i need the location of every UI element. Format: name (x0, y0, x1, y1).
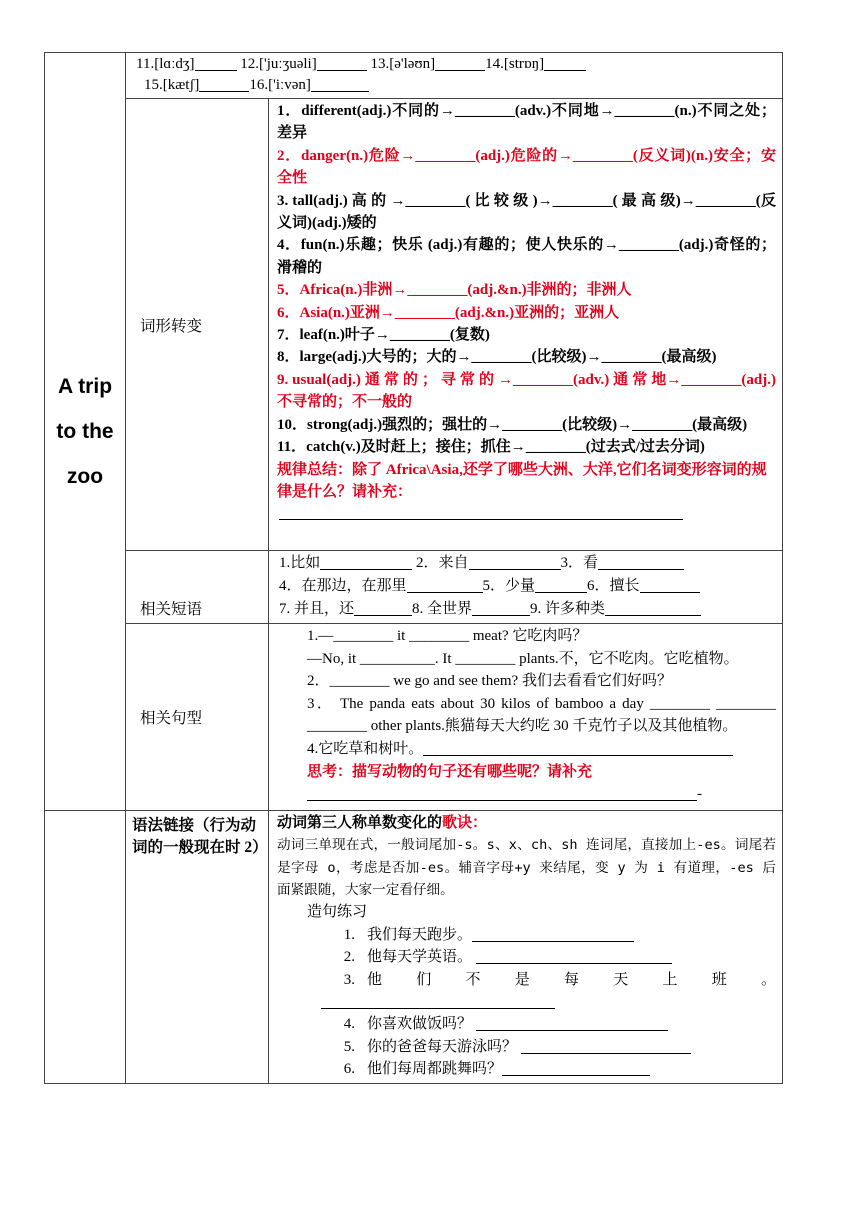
practice-num: 6. (343, 1061, 355, 1078)
practice-sentence: 他 们 不 是 每 天 上 班 。 (367, 971, 776, 988)
practice-sentence: 他们每周都跳舞吗？ (367, 1061, 503, 1078)
sentences-label: 相关句型 (126, 624, 269, 811)
practice-answer-line[interactable] (472, 925, 634, 942)
rhyme-title: 动词第三人称单数变化的 (277, 814, 443, 831)
sentence-1a: 1.—________ it ________ meat? 它吃肉吗？ (307, 628, 588, 644)
word-form-item: 10．strong(adj.)强烈的；强壮的→________(比较级)→________(最高级) (277, 416, 748, 433)
phrase-item: 6．擅长 (587, 578, 640, 594)
rule-answer-line[interactable] (279, 503, 683, 520)
phonetic-14: 14.[strɒŋ] (485, 56, 545, 72)
word-forms-cell (269, 99, 783, 551)
phrase-item: 2．来自 (416, 555, 469, 571)
grammar-row (45, 810, 783, 1083)
word-form-item: 8．large(adj.)大号的；大的→________(比较级)→________(最高级) (277, 349, 717, 366)
word-form-item: 7．leaf(n.)叶子→________(复数) (277, 327, 490, 344)
phonetics-row (45, 53, 783, 99)
rhyme-text: 动词三单现在式，一般词尾加-s。s、x、ch、sh 连词尾，直接加上-es。词尾若是字母 o，考虑是否加-es。辅音字母+y 来结尾，变 y 为 i 有道理，-es 后面紧跟随，大家一定看仔细。 (277, 837, 776, 898)
phrase-item: 3．看 (560, 555, 599, 571)
phrases-row (45, 551, 783, 624)
worksheet-table (44, 52, 783, 1084)
phrase-item: 1.比如 (279, 555, 321, 571)
practice-answer-line[interactable] (321, 992, 555, 1009)
word-forms-label: 词形转变 (126, 99, 269, 551)
word-form-item: 9. usual(adj.) 通 常 的 ； 寻 常 的 →________(adv.) 通 常 地→________(adj.)不寻常的；不一般的 (277, 371, 776, 411)
phrase-item: 7. 并且，还 (279, 601, 355, 617)
grammar-label: 语法链接（行为动词的一般现在时 2） (126, 810, 269, 1083)
practice-sentence: 我们每天跑步。 (367, 926, 473, 943)
practice-answer-line[interactable] (502, 1059, 650, 1076)
practice-sentence: 你的爸爸每天游泳吗？ (367, 1038, 518, 1055)
practice-label: 造句练习 (307, 904, 368, 921)
think-answer-line[interactable] (307, 784, 697, 801)
sentence-4: 4.它吃草和树叶。 (307, 740, 424, 757)
word-forms-row (45, 99, 783, 551)
word-form-item: 3. tall(adj.) 高 的 →________( 比 较 级 )→________( 最 高 级)→________(反义词)(adj.)矮的 (277, 192, 776, 232)
practice-answer-line[interactable] (476, 947, 672, 964)
sentence-1b: —No, it __________. It ________ plants.不，它不吃肉。它吃植物。 (307, 650, 739, 667)
phonetic-15: 15.[kætʃ] (144, 77, 200, 93)
phonetics-cell (126, 53, 783, 99)
phonetic-11: 11.[lɑːdʒ] (136, 56, 195, 72)
sentence-3: 3． The panda eats about 30 kilos of bamboo a day ________ ________ ________ other plants.熊猫每天大约吃 30 千克竹子以及其他植物。 (307, 695, 776, 735)
practice-num: 1. (343, 926, 355, 943)
phrases-label: 相关短语 (126, 551, 269, 624)
rhyme-word: 歌诀： (442, 814, 488, 831)
sentences-row (45, 624, 783, 811)
phonetic-13: 13.[ə'ləʊn] (370, 56, 436, 72)
phrase-item: 4．在那边，在那里 (279, 578, 407, 594)
practice-num: 4. (343, 1016, 355, 1033)
think-prompt: 思考：描写动物的句子还有哪些呢？请补充 (307, 763, 593, 780)
practice-sentence: 他每天学英语。 (367, 949, 473, 966)
phonetic-12: 12.['juːʒuəli] (240, 56, 317, 72)
topic-title: A trip to the zoo (56, 374, 114, 488)
phrase-item: 8. 全世界 (412, 601, 473, 617)
practice-answer-line[interactable] (476, 1014, 668, 1031)
rule-summary: 规律总结：除了 Africa\Asia,还学了哪些大洲、大洋,它们名词变形容词的规律是什么？请补充： (277, 461, 767, 500)
phrases-cell (269, 551, 783, 624)
practice-answer-line[interactable] (521, 1037, 691, 1054)
topic-cell (45, 53, 126, 811)
practice-num: 5. (343, 1038, 355, 1055)
sentence-2: 2．________ we go and see them? 我们去看看它们好吗？ (307, 673, 672, 690)
phrase-item: 9. 许多种类 (530, 601, 606, 617)
word-form-item: 11．catch(v.)及时赶上；接住；抓住→________(过去式/过去分词) (277, 439, 705, 456)
word-form-item: 6．Asia(n.)亚洲→________(adj.&n.)亚洲的；亚洲人 (277, 304, 620, 321)
practice-sentence: 你喜欢做饭吗？ (367, 1016, 473, 1033)
word-form-item: 1．different(adj.)不同的→________(adv.)不同地→________(n.)不同之处；差异 (277, 103, 776, 142)
practice-num: 3. (343, 971, 355, 988)
phonetic-16: 16.['iːvən] (249, 77, 311, 93)
practice-num: 2. (343, 949, 355, 966)
grammar-empty-cell (45, 810, 126, 1083)
word-form-item: 2．danger(n.)危险→________(adj.)危险的→________(反义词)(n.)安全；安全性 (277, 147, 776, 187)
grammar-cell (269, 810, 783, 1083)
word-form-item: 4．fun(n.)乐趣；快乐 (adj.)有趣的；使人快乐的→________(adj.)奇怪的；滑稽的 (277, 237, 776, 276)
phrase-item: 5．少量 (482, 578, 536, 594)
word-form-item: 5．Africa(n.)非洲→________(adj.&n.)非洲的；非洲人 (277, 282, 632, 299)
sentences-cell: 1.—________ it ________ meat? 它吃肉吗？ —No, it __________. It ________ plants.不，它不吃肉。它吃植物。 2．________ we go and see them? 我们去看看它们好吗？ 3． The panda eats about 30 kilos of bamboo a day ________ ________ ________ other plants.熊猫每天大约吃 30 千克竹子以及其他植物。 4.它吃草和树叶。 思考：描写动物的句子还有哪些呢？请补充 - (269, 624, 783, 811)
